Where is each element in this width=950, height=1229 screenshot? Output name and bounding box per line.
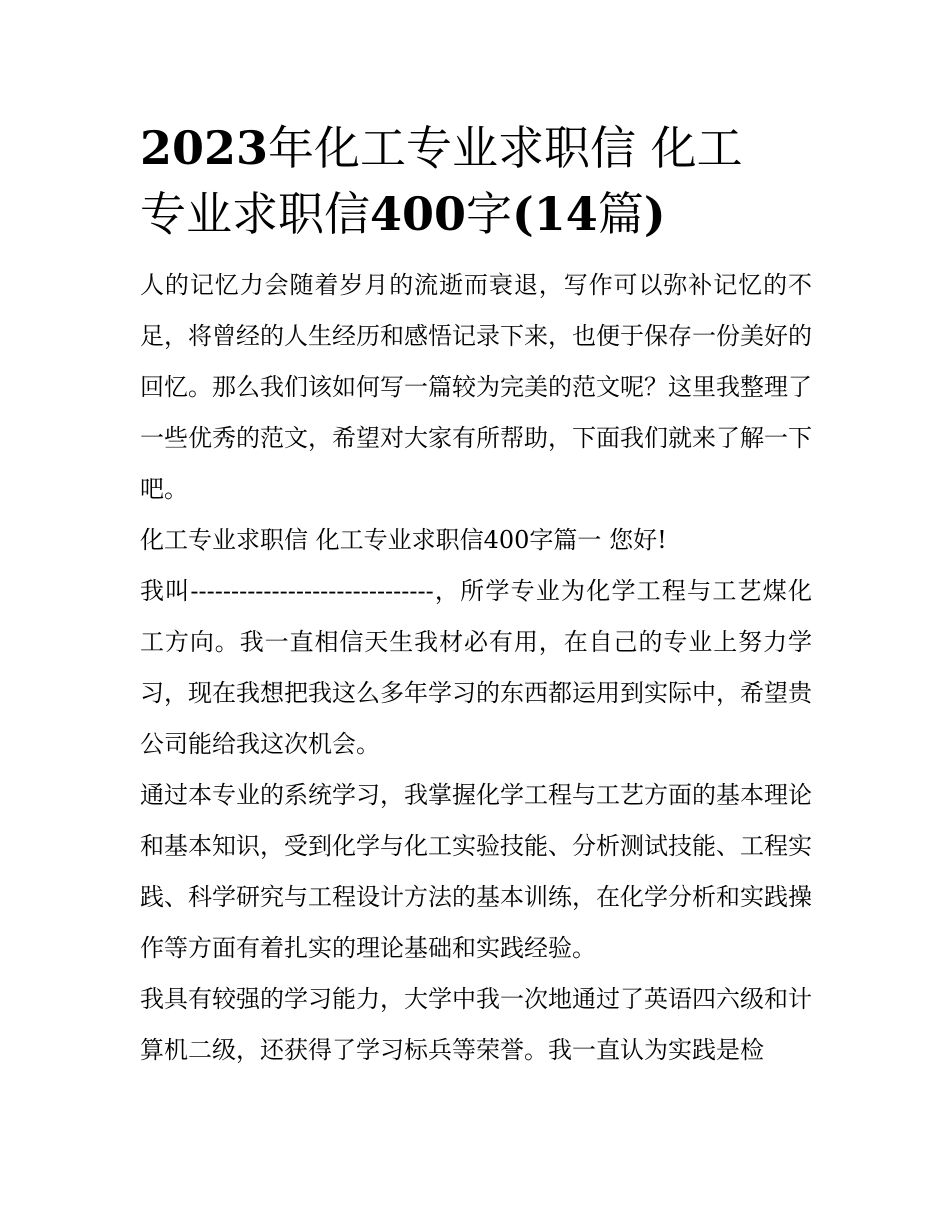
paragraph-skills: 通过本专业的系统学习，我掌握化学工程与工艺方面的基本理论和基本知识，受到化学与化工实验技能、分析测试技能、工程实践、科学研究与工程设计方法的基本训练，在化学分析和实践操作等方面有着扎实的理论基础和实践经验。 — [140, 781, 812, 962]
paragraph-self-intro: 我叫------------------------------，所学专业为化学工程与工艺煤化工方向。我一直相信天生我材必有用，在自己的专业上努力学习，现在我想把我这么多年学习的东西都运用到实际中，希望贵公司能给我这次机会。 — [140, 577, 812, 758]
paragraph-intro: 人的记忆力会随着岁月的流逝而衰退，写作可以弥补记忆的不足，将曾经的人生经历和感悟记录下来，也便于保存一份美好的回忆。那么我们该如何写一篇较为完美的范文呢？这里我整理了一些优秀的范文，希望对大家有所帮助，下面我们就来了解一下吧。 — [140, 271, 812, 503]
title-line-2: 专业求职信400字(14篇) — [140, 187, 666, 241]
title-line-1: 2023年化工专业求职信 化工 — [140, 121, 743, 175]
document-body — [140, 260, 812, 1076]
document-page — [140, 0, 812, 1076]
paragraph-heading-1: 化工专业求职信 化工专业求职信400字篇一 您好! — [140, 526, 667, 554]
paragraph-abilities: 我具有较强的学习能力，大学中我一次地通过了英语四六级和计算机二级，还获得了学习标兵等荣誉。我一直认为实践是检 — [140, 985, 812, 1064]
document-title — [140, 0, 812, 247]
